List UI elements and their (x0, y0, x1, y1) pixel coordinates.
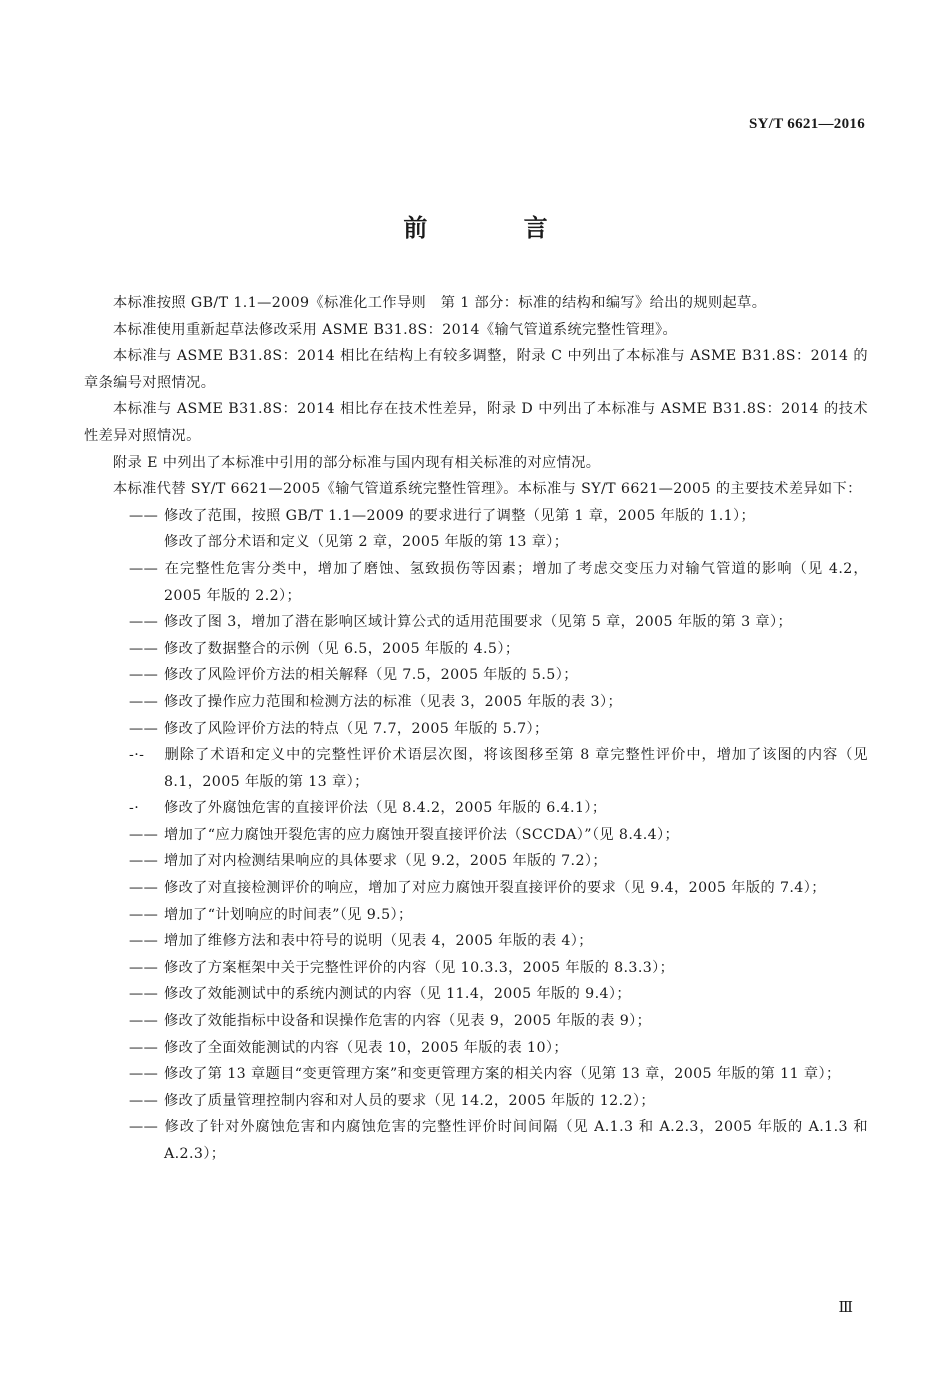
list-item (84, 795, 868, 822)
document-body (84, 290, 868, 1168)
list-dash: —— (129, 507, 159, 524)
paragraph-structure-comparison: 本标准与 ASME B31.8S：2014 相比在结构上有较多调整，附录 C 中列出了本标准与 ASME B31.8S：2014 的章条编号对照情况。 (84, 348, 868, 391)
list-dash: -· (129, 800, 140, 817)
paragraph-appendix-e: 附录 E 中列出了本标准中引用的部分标准与国内现有相关标准的对应情况。 (113, 454, 601, 471)
list-item-text: 增加了“应力腐蚀开裂危害的应力腐蚀开裂直接评价法（SCCDA）”（见 8.4.4）； (164, 826, 680, 843)
list-item-text: 修改了第 13 章题目“变更管理方案”和变更管理方案的相关内容（见第 13 章，2005 年版的第 11 章）； (164, 1066, 841, 1083)
paragraph-drafting-rules: 本标准按照 GB/T 1.1—2009《标准化工作导则 第 1 部分：标准的结构和编写》给出的规则起草。 (113, 295, 767, 311)
list-item-text: 修改了风险评价方法的特点（见 7.7，2005 年版的 5.7）； (164, 720, 549, 737)
list-item (84, 1008, 868, 1035)
list-dash: —— (129, 1039, 159, 1056)
list-item-text: 修改了风险评价方法的相关解释（见 7.5，2005 年版的 5.5）； (164, 667, 578, 684)
list-item (84, 1061, 868, 1088)
list-item-text: 修改了针对外腐蚀危害和内腐蚀危害的完整性评价时间间隔（见 A.1.3 和 A.2.3，2005 年版的 A.1.3 和 A.2.3）； (164, 1119, 868, 1162)
list-item-text: 修改了操作应力范围和检测方法的标准（见表 3，2005 年版的表 3）； (164, 693, 623, 710)
list-dash: —— (129, 1066, 159, 1083)
list-item-text: 修改了图 3，增加了潜在影响区域计算公式的适用范围要求（见第 5 章，2005 年版的第 3 章）； (164, 614, 793, 631)
list-item-text: 修改了对直接检测评价的响应，增加了对应力腐蚀开裂直接评价的要求（见 9.4，2005 年版的 7.4）； (164, 880, 826, 897)
list-item (84, 529, 868, 556)
list-dash: —— (129, 1013, 159, 1030)
list-item-text: 修改了质量管理控制内容和对人员的要求（见 14.2，2005 年版的 12.2）； (164, 1092, 655, 1109)
list-dash: —— (129, 1119, 159, 1136)
list-item (84, 1114, 868, 1167)
list-item (84, 822, 868, 849)
list-item (84, 1035, 868, 1062)
list-dash: -·- (129, 747, 145, 764)
standard-code: SY/T 6621—2016 (748, 116, 865, 132)
list-item-text: 增加了对内检测结果响应的具体要求（见 9.2，2005 年版的 7.2）； (164, 853, 607, 870)
list-dash: —— (129, 933, 159, 950)
list-item-text: 删除了术语和定义中的完整性评价术语层次图，将该图移至第 8 章完整性评价中，增加了该图的内容（见 8.1，2005 年版的第 13 章）； (164, 747, 868, 790)
list-dash: —— (129, 560, 159, 577)
list-dash: —— (129, 640, 159, 657)
list-dash: —— (129, 1092, 159, 1109)
paragraph-replaces: 本标准代替 SY/T 6621—2005《输气管道系统完整性管理》。本标准与 SY/T 6621—2005 的主要技术差异如下： (113, 481, 862, 498)
list-item (84, 1088, 868, 1115)
list-dash: —— (129, 693, 159, 710)
list-item (84, 928, 868, 955)
list-item-text: 修改了范围，按照 GB/T 1.1—2009 的要求进行了调整（见第 1 章，2005 年版的 1.1）； (164, 507, 756, 524)
list-dash: —— (129, 880, 159, 897)
list-item-text: 修改了数据整合的示例（见 6.5，2005 年版的 4.5）； (164, 640, 520, 657)
list-item (84, 902, 868, 929)
list-dash: —— (129, 959, 159, 976)
list-item-text: 修改了全面效能测试的内容（见表 10，2005 年版的表 10）； (164, 1039, 568, 1056)
list-dash: —— (129, 826, 159, 843)
list-dash: —— (129, 986, 159, 1003)
list-item (84, 662, 868, 689)
list-item-text: 修改了部分术语和定义（见第 2 章，2005 年版的第 13 章）； (164, 534, 569, 551)
list-item (84, 503, 868, 530)
page-number: Ⅲ (838, 1300, 853, 1316)
list-item (84, 716, 868, 743)
list-item (84, 556, 868, 609)
list-dash: —— (129, 667, 159, 684)
paragraph-adoption-method: 本标准使用重新起草法修改采用 ASME B31.8S：2014《输气管道系统完整性管理》。 (113, 321, 678, 338)
list-item (84, 636, 868, 663)
list-item (84, 981, 868, 1008)
list-dash: —— (129, 614, 159, 631)
list-item-text: 修改了效能测试中的系统内测试的内容（见 11.4，2005 年版的 9.4）； (164, 986, 631, 1003)
list-item (84, 742, 868, 795)
list-item (84, 609, 868, 636)
list-item-text: 增加了“计划响应的时间表”（见 9.5）； (164, 906, 413, 923)
page-title: 前 言 (403, 214, 592, 242)
changes-list (84, 503, 868, 1168)
list-item-text: 增加了维修方法和表中符号的说明（见表 4，2005 年版的表 4）； (164, 933, 593, 950)
list-dash: —— (129, 720, 159, 737)
list-item (84, 689, 868, 716)
list-item-text: 修改了方案框架中关于完整性评价的内容（见 10.3.3，2005 年版的 8.3.3）； (164, 959, 675, 976)
paragraph-technical-differences: 本标准与 ASME B31.8S：2014 相比存在技术性差异，附录 D 中列出了本标准与 ASME B31.8S：2014 的技术性差异对照情况。 (84, 401, 868, 444)
list-item (84, 848, 868, 875)
list-dash: —— (129, 906, 159, 923)
list-item-text: 修改了外腐蚀危害的直接评价法（见 8.4.2，2005 年版的 6.4.1）； (164, 800, 607, 817)
list-dash: —— (129, 853, 159, 870)
list-item-text: 修改了效能指标中设备和误操作危害的内容（见表 9，2005 年版的表 9）； (164, 1013, 652, 1030)
list-item (84, 875, 868, 902)
list-item-text: 在完整性危害分类中，增加了磨蚀、氢致损伤等因素；增加了考虑交变压力对输气管道的影响（见 4.2，2005 年版的 2.2）； (164, 560, 868, 604)
list-item (84, 955, 868, 982)
